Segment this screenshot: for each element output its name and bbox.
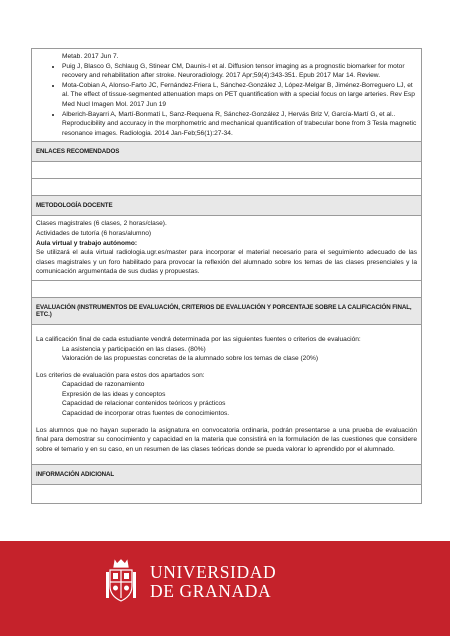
document-table [31,48,422,504]
evaluation-criterion: Capacidad de incorporar otras fuentes de conocimientos. [62,410,230,418]
evaluation-closing: Los alumnos que no hayan superado la asignatura en convocatoria ordinaria, podrán presentarse a una prueba de evaluación final para demostrar su conocimiento y capacidad en la materia que consistirá en la formulación de las cuestiones que considere sobre el temario y en su caso, en un resumen de las clases teóricas donde se pueda valorar lo aprendido por el alumnado. [36,426,417,453]
bibliography-cell [32,49,421,142]
methodology-spacer-cell [32,281,421,298]
additional-empty-cell [32,485,421,503]
bibliography-item: • Alberich-Bayarri A, Martí-Bonmatí L, Sanz-Requena R, Sánchez-González J, Hervás Briz V, García-Martí G, et al.. Reproducibility and accuracy in the morphometric and mechanical quantification of trabecular bone from 3 Tesla magnetic resonance images. Radiologia. 2014 Jan-Feb;56(1):27-34. [62,110,417,139]
bibliography-continuation: Metab. 2017 Jun 7. [62,53,119,60]
evaluation-criteria-intro: Los criterios de evaluación para estos dos apartados son: [36,371,205,379]
links-empty-cell [32,162,421,179]
section-title-methodology: METODOLOGÍA DOCENTE [32,196,421,216]
bibliography-list [36,62,417,139]
evaluation-source: La asistencia y participación en las clases. (80%) [62,345,206,353]
evaluation-criterion: Capacidad de relacionar contenidos teóricos y prácticos [62,400,226,408]
methodology-cell [32,216,421,281]
university-name-line2: DE GRANADA [150,581,272,601]
university-crest-icon [104,558,138,604]
evaluation-source: Valoración de las propuestas concretas de la alumnado sobre los temas de clase (20%) [62,355,319,363]
university-footer [0,541,450,636]
evaluation-criterion: Expresión de las ideas y conceptos [62,390,166,398]
section-title-additional: INFORMACIÓN ADICIONAL [32,465,421,485]
evaluation-intro: La calificación final de cada estudiante vendrá determinada por las siguientes fuentes o criterios de evaluación: [36,335,361,343]
bibliography-item: • Puig J, Blasco G, Schlaug G, Stinear CM, Daunis-I et al. Diffusion tensor imaging as a prognostic biomarker for motor recovery and rehabilitation after stroke. Neuroradiology. 2017 Apr;59(4):343-351. Epub 2017 Mar 14. Review. [62,62,417,81]
university-name-line1: UNIVERSIDAD [150,562,277,582]
links-spacer-cell [32,179,421,196]
methodology-line: Clases magistrales (6 clases, 2 horas/clase). [36,220,167,228]
section-title-evaluation: EVALUACIÓN (INSTRUMENTOS DE EVALUACIÓN, CRITERIOS DE EVALUACIÓN Y PORCENTAJE SOBRE LA CALIFICACIÓN FINAL, ETC.) [32,298,421,325]
methodology-subtitle: Aula virtual y trabajo autónomo: [36,239,138,247]
evaluation-criterion: Capacidad de razonamiento [62,381,145,389]
methodology-paragraph: Se utilizará el aula virtual radiologia.ugr.es/master para incorporar el material necesario para el seguimiento adecuado de las clases magistrales y un foro habilitado para provocar la reflexión del alumnado sobre los temas de las clases presenciales y la comunicación argumentada de sus dudas y propuestas. [36,249,417,276]
methodology-line: Actividades de tutoría (6 horas/alumno) [36,229,152,237]
bibliography-item: • Mota-Cobian A, Alonso-Farto JC, Fernández-Friera L, Sánchez-González J, López-Melgar B, Jiménez-Borreguero LJ, et al. The effect of tissue-segmented attenuation maps on PET quantification with a special focus on large arteries. Rev Esp Med Nucl Imagen Mol. 2017 Jun 19 [62,81,417,110]
university-name [150,563,276,601]
evaluation-cell [32,325,421,466]
section-title-links: ENLACES RECOMENDADOS [32,142,421,162]
